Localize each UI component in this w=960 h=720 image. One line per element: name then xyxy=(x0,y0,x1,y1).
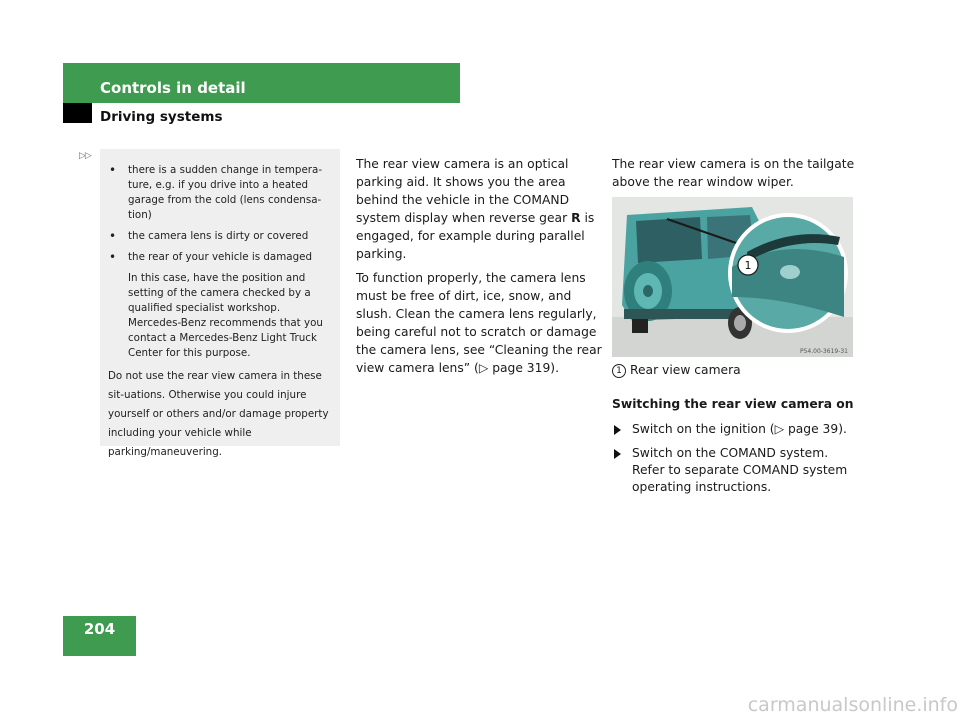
step-arrow-icon xyxy=(614,425,621,435)
photo-callout-number: 1 xyxy=(744,259,752,272)
caption-number-icon: 1 xyxy=(612,364,626,378)
step-arrow-icon xyxy=(614,449,621,459)
paragraph-text: The rear view camera is an optical parking aid. It shows you the area behind the vehicle in the COMAND system display when reverse gear xyxy=(356,157,572,225)
section-title: Driving systems xyxy=(100,109,223,125)
middle-column xyxy=(356,155,602,383)
bullet-icon: • xyxy=(109,163,117,177)
note-box xyxy=(100,149,340,458)
note-bullet-text: the rear of your vehicle is damaged xyxy=(128,251,312,263)
vehicle-illustration xyxy=(612,197,853,357)
bullet-icon: • xyxy=(109,229,117,243)
photo-caption xyxy=(612,362,857,378)
sub-heading: Switching the rear view camera on xyxy=(612,397,854,411)
continued-marker: ▷▷ xyxy=(79,151,91,161)
chapter-title: Controls in detail xyxy=(100,79,246,97)
vehicle-rear-photo xyxy=(612,197,853,357)
gear-letter: R xyxy=(571,211,581,225)
page-number: 204 xyxy=(83,620,116,638)
note-bullet xyxy=(108,163,332,223)
paragraph-text: is engaged, for example during parallel parking. xyxy=(356,211,595,261)
note-bullet-text: there is a sudden change in tempera-ture, e.g. if you drive into a heated garage from the cold (lens condensa-tion) xyxy=(128,164,323,221)
note-bullet xyxy=(108,250,332,265)
note-bullet xyxy=(108,229,332,244)
bullet-icon: • xyxy=(109,250,117,264)
paragraph-reverse-gear xyxy=(356,155,602,263)
instruction-step xyxy=(612,421,857,438)
instruction-step xyxy=(612,445,857,496)
paragraph-cleaning: To function properly, the camera lens must be free of dirt, ice, snow, and slush. Clean the camera lens regularly, being careful not to scratch or damage the camera lens, see “Cleaning the rear view camera lens” (▷ page 319). xyxy=(356,271,602,375)
watermark: carmanualsonline.info xyxy=(747,694,958,716)
paragraph-location: The rear view camera is on the tailgate above the rear window wiper. xyxy=(612,157,855,189)
step-text: Switch on the ignition (▷ page 39). xyxy=(632,422,847,436)
right-column-intro xyxy=(612,155,857,191)
photo-code: P54.00-3619-31 xyxy=(799,348,848,355)
note-warning-text: Do not use the rear view camera in these sit-uations. Otherwise you could injure yourself or others and/or damage property including your vehicle while parking/maneuvering. xyxy=(108,370,329,458)
note-bullet-text: the camera lens is dirty or covered xyxy=(128,230,309,242)
step-text: Switch on the COMAND system. Refer to separate COMAND system operating instructions. xyxy=(632,446,848,494)
section-tab-marker xyxy=(63,103,92,123)
caption-text: Rear view camera xyxy=(630,363,741,377)
note-indent-text: In this case, have the position and setting of the camera checked by a qualified specialist workshop. Mercedes-Benz recommends that you contact a Mercedes-Benz Light Truck Center for this purpose. xyxy=(128,272,323,359)
